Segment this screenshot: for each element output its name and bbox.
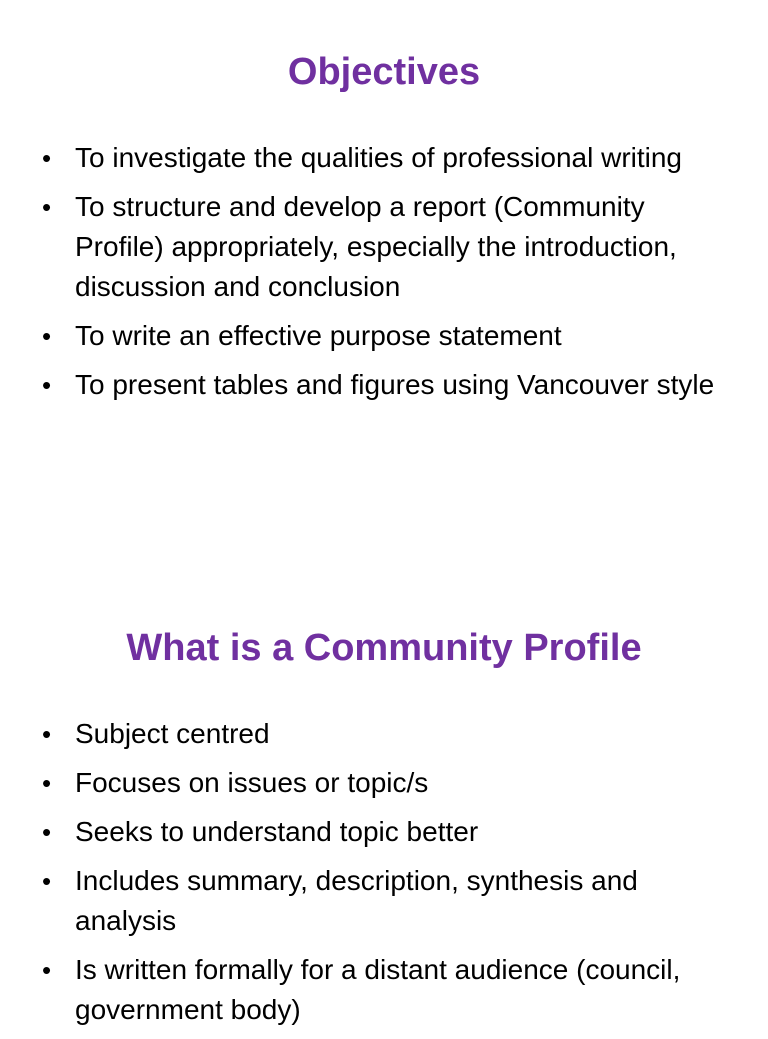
list-item [42, 365, 732, 405]
list-item [42, 187, 732, 307]
bullet-icon: • [42, 817, 52, 847]
list-item-text: Is written formally for a distant audience (council, government body) [75, 954, 681, 1025]
list-item-text: Focuses on issues or topic/s [75, 767, 429, 798]
bullet-icon: • [42, 143, 52, 173]
list-item [42, 861, 732, 941]
list-item-text: To present tables and figures using Vancouver style [75, 369, 715, 400]
list-item [42, 950, 732, 1030]
bullet-icon: • [42, 192, 52, 222]
bullet-icon: • [42, 370, 52, 400]
list-item-text: Includes summary, description, synthesis and analysis [75, 865, 638, 936]
community-profile-title: What is a Community Profile [126, 627, 642, 669]
list-item [42, 714, 732, 754]
bullet-icon: • [42, 768, 52, 798]
list-item-text: To write an effective purpose statement [75, 320, 562, 351]
list-item-text: Subject centred [75, 718, 270, 749]
list-item [42, 763, 732, 803]
objectives-title: Objectives [287, 51, 481, 93]
list-item-text: Seeks to understand topic better [75, 816, 479, 847]
bullet-icon: • [42, 321, 52, 351]
community-profile-list [42, 714, 732, 1039]
list-item-text: To investigate the qualities of professional writing [75, 142, 683, 173]
list-item [42, 316, 732, 356]
bullet-icon: • [42, 955, 52, 985]
bullet-icon: • [42, 719, 52, 749]
list-item [42, 138, 732, 178]
bullet-icon: • [42, 866, 52, 896]
list-item-text: To structure and develop a report (Community Profile) appropriately, especially the introduction, discussion and conclusion [75, 191, 677, 302]
objectives-list [42, 138, 732, 414]
list-item [42, 812, 732, 852]
